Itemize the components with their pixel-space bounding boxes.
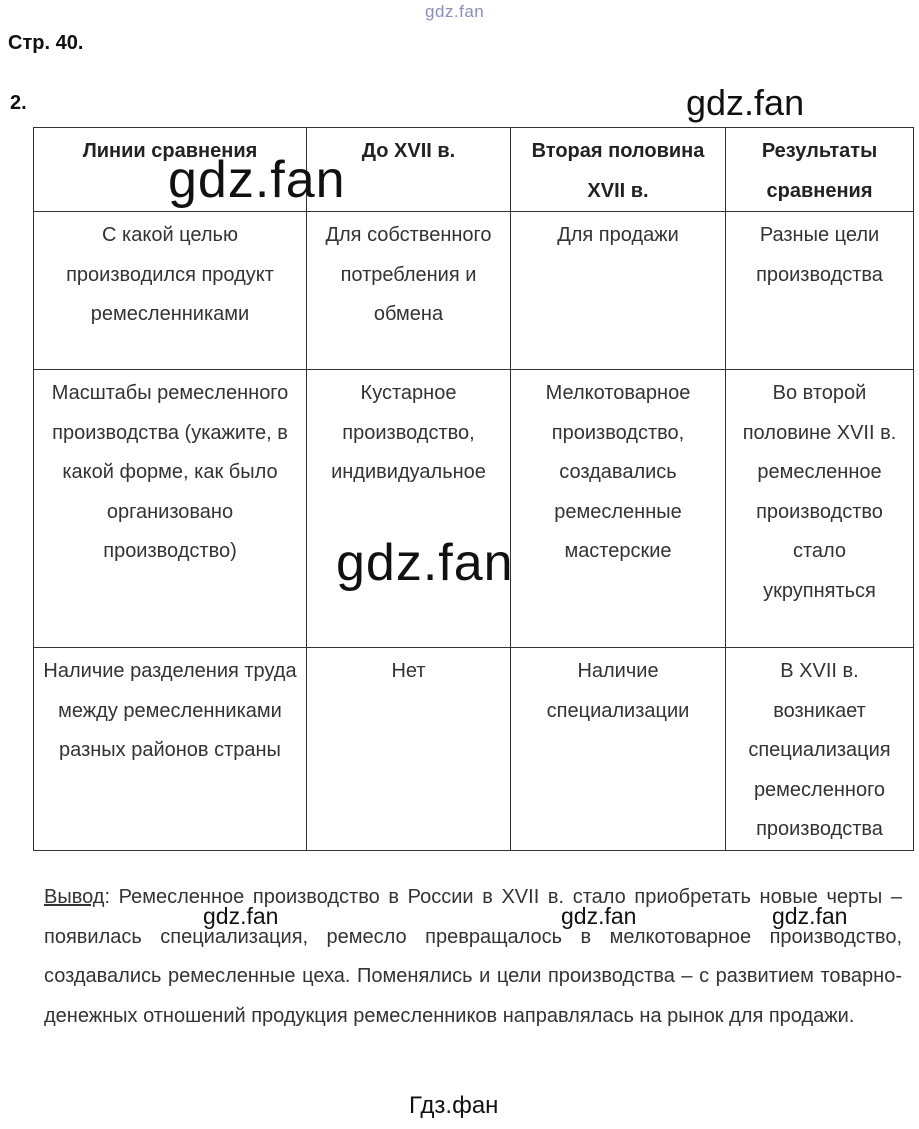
footer-watermark: Гдз.фан [409, 1092, 499, 1119]
table-cell: Мелкотоварное производство, создавались ремесленные мастерские [511, 370, 726, 648]
table-cell: Разные цели производства [726, 212, 914, 370]
table-cell: Наличие специализации [511, 648, 726, 851]
header-cell: Вторая половина XVII в. [511, 128, 726, 212]
conclusion-label: Вывод [44, 886, 105, 908]
watermark-text-3: gdz.fan [772, 903, 848, 929]
table-cell: Для собственного потребления и обмена [307, 212, 511, 370]
conclusion-paragraph [44, 878, 902, 1036]
watermark-header-right: gdz.fan [686, 82, 805, 123]
table-header-row [34, 128, 914, 212]
table-cell: В XVII в. возникает специализация ремесленного производства [726, 648, 914, 851]
table-cell: Для продажи [511, 212, 726, 370]
table-cell: Кустарное производство, индивидуальное [307, 370, 511, 648]
table-cell: Масштабы ремесленного производства (укажите, в какой форме, как было организовано производство) [34, 370, 307, 648]
watermark-table-middle: gdz.fan [336, 534, 514, 592]
table-row [34, 648, 914, 851]
task-number: 2. [10, 92, 27, 114]
conclusion-text: : Ремесленное производство в России в XVII в. стало приобретать новые черты – появилась специализация, ремесло превращалось в мелкотоварное производство, создавались ремесленные цеха. Поменялись и цели производства – с развитием товарно-денежных отношений продукция ремесленников направлялась на рынок для продажи. [44, 886, 902, 1027]
watermark-table-header: gdz.fan [168, 151, 346, 209]
header-cell: До XVII в. [307, 128, 511, 212]
table-cell: Наличие разделения труда между ремесленниками разных районов страны [34, 648, 307, 851]
header-cell: Результаты сравнения [726, 128, 914, 212]
table-row [34, 212, 914, 370]
watermark-text-1: gdz.fan [203, 903, 279, 929]
table-cell: С какой целью производился продукт ремесленниками [34, 212, 307, 370]
watermark-text-2: gdz.fan [561, 903, 637, 929]
header-cell: Линии сравнения [34, 128, 307, 212]
comparison-table [33, 127, 914, 851]
watermark-top: gdz.fan [425, 2, 485, 21]
table-cell: Нет [307, 648, 511, 851]
table-cell: Во второй половине XVII в. ремесленное производство стало укрупняться [726, 370, 914, 648]
page-reference: Стр. 40. [8, 32, 84, 54]
table-row [34, 370, 914, 648]
